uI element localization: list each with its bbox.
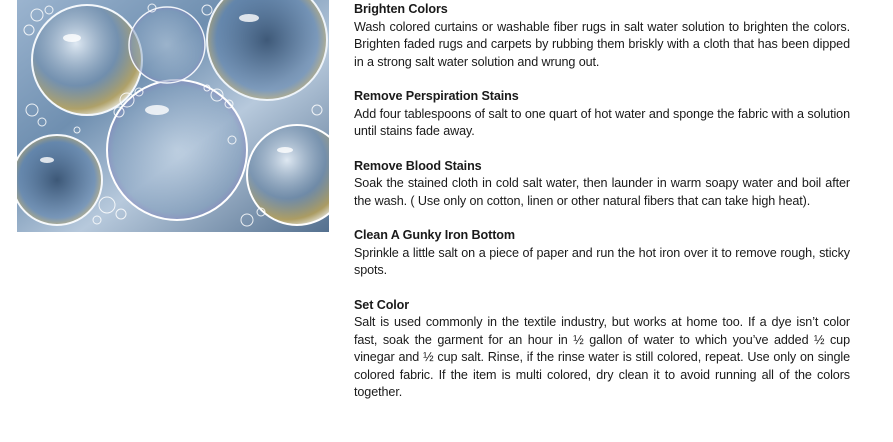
tip-set-color: [354, 297, 850, 402]
tip-title: Remove Blood Stains: [354, 158, 482, 173]
tip-body: Salt is used commonly in the textile industry, but works at home too. If a dye isn’t color fast, soak the garment for an hour in ½ gallon of water to which you’ve added ½ cup vinegar and ½ cup salt. Rinse, if the rinse water is still colored, repeat. Use only on single colored fabric. If the item is multi colored, dry clean it to avoid running all of the colors together.: [354, 315, 850, 399]
tip-remove-blood-stains: [354, 158, 850, 211]
tip-title: Set Color: [354, 297, 410, 312]
tip-title: Clean A Gunky Iron Bottom: [354, 228, 515, 242]
tip-body: Wash colored curtains or washable fiber rugs in salt water solution to brighten the colors. Brighten faded rugs and carpets by rubbing them briskly with a cloth that has been dipped in a strong salt water solution and wrung out.: [354, 19, 850, 69]
tip-body: Soak the stained cloth in cold salt water, then launder in warm soapy water and boil after the wash. ( Use only on cotton, linen or other natural fibers that can take high heat).: [354, 176, 850, 208]
soap-bubbles-photo: [17, 0, 329, 232]
tip-body: Add four tablespoons of salt to one quart of hot water and sponge the fabric with a solution until stains fade away.: [354, 106, 850, 138]
tip-clean-iron-bottom: [354, 227, 850, 280]
tip-title: Brighten Colors: [354, 2, 448, 16]
tip-remove-perspiration-stains: [354, 88, 850, 141]
tip-title: Remove Perspiration Stains: [354, 89, 519, 103]
tip-body: Sprinkle a little salt on a piece of paper and run the hot iron over it to remove rough, sticky spots.: [354, 245, 850, 277]
salt-laundry-tips: [354, 1, 850, 419]
tip-brighten-colors: [354, 1, 850, 71]
